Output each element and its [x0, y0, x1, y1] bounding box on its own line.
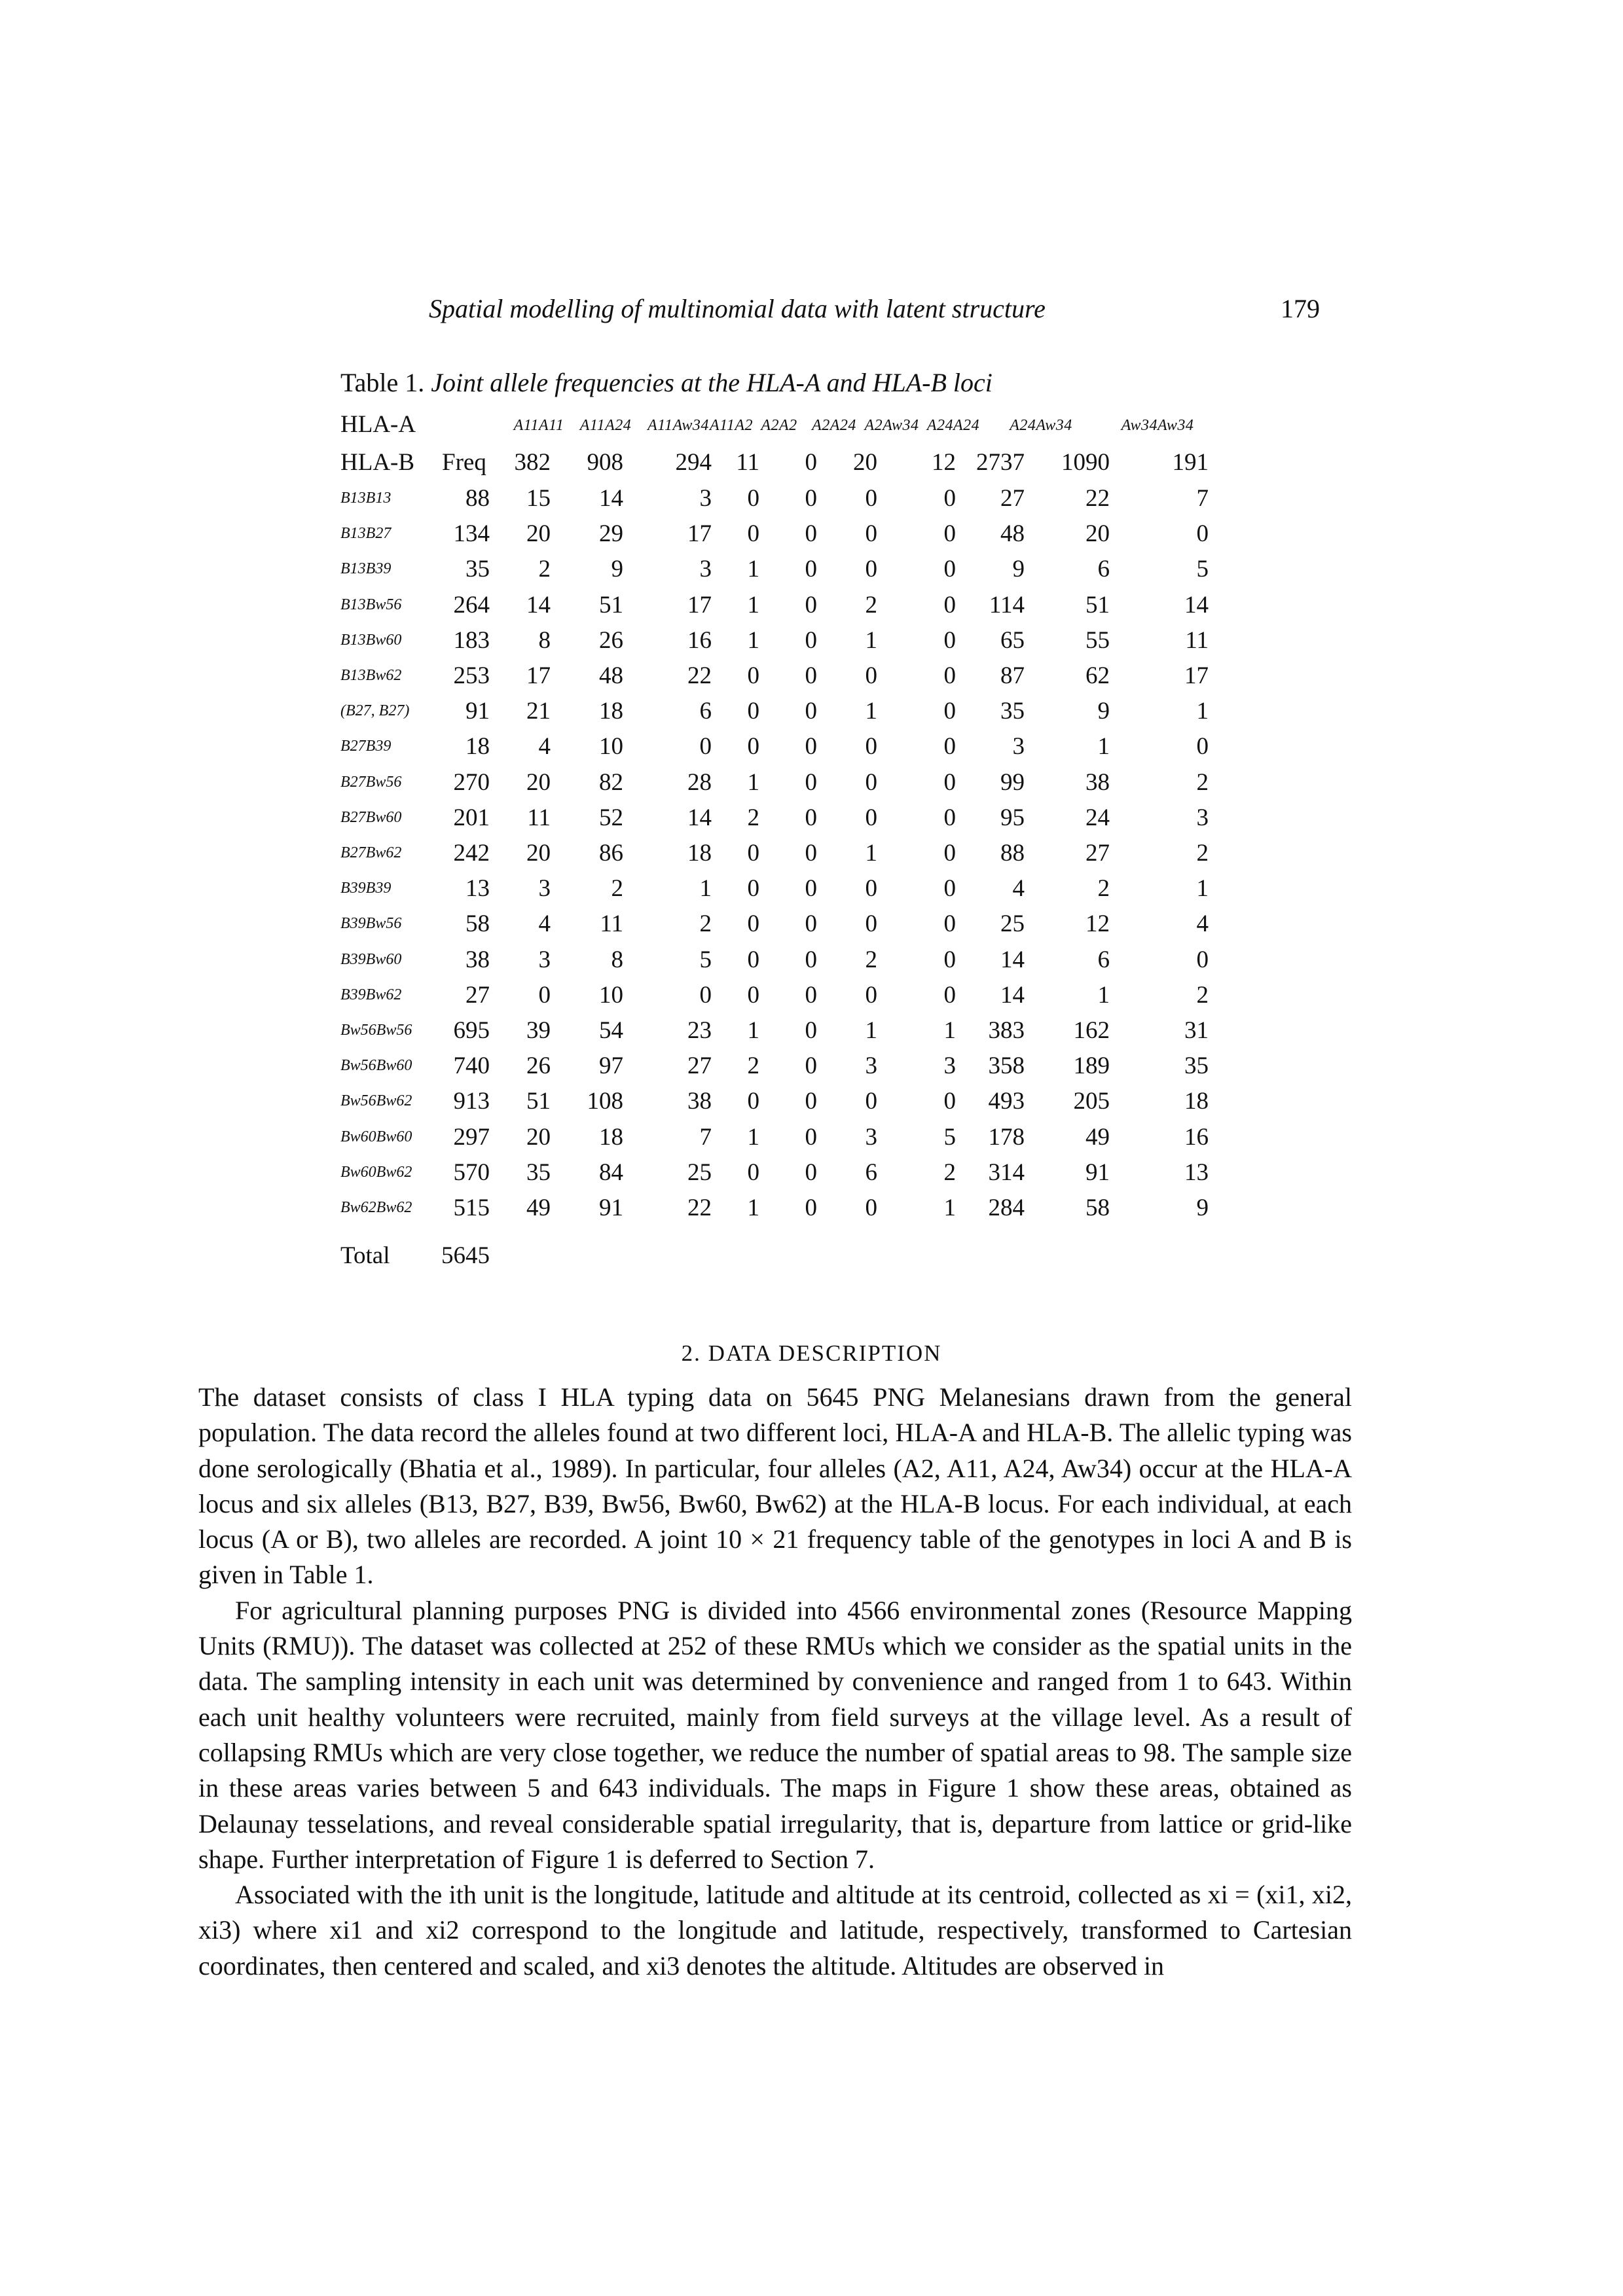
table-cell: 82	[599, 768, 623, 796]
table-cell: 17	[526, 662, 551, 689]
column-header: A11Aw34	[647, 417, 709, 434]
table-cell: 38	[687, 1088, 712, 1115]
table-cell: 0	[943, 981, 956, 1009]
table-cell: 4	[1196, 910, 1209, 938]
table-cell: 7	[1196, 485, 1209, 512]
row-label: B39Bw62	[340, 986, 402, 1003]
table-cell: 0	[1196, 520, 1209, 548]
row-label: (B27, B27)	[340, 702, 410, 720]
freq-header: Freq	[442, 449, 486, 476]
row-label: B27B39	[340, 738, 392, 755]
hla-a-label: HLA-A	[340, 411, 416, 438]
table-cell: 0	[805, 1052, 817, 1080]
table-cell: 108	[587, 1088, 623, 1115]
table-cell: 51	[599, 591, 623, 619]
row-freq-cell: 27	[465, 981, 490, 1009]
table-cell: 358	[988, 1052, 1025, 1080]
table-cell: 12	[1085, 910, 1110, 938]
table-cell: 54	[599, 1017, 623, 1044]
table-cell: 0	[865, 485, 877, 512]
row-freq-cell: 253	[453, 662, 490, 689]
row-label: Bw62Bw62	[340, 1199, 412, 1216]
table-cell: 6	[699, 698, 712, 725]
row-freq-cell: 297	[453, 1123, 490, 1151]
table-cell: 0	[943, 698, 956, 725]
table-cell: 0	[805, 626, 817, 654]
a-freq-cell: 1090	[1061, 449, 1110, 476]
table-cell: 0	[805, 1194, 817, 1221]
table-cell: 0	[747, 875, 759, 903]
table-cell: 3	[1196, 804, 1209, 831]
row-label: Bw56Bw60	[340, 1057, 412, 1075]
table-cell: 5	[1196, 556, 1209, 583]
table-cell: 0	[747, 1088, 759, 1115]
table-cell: 0	[865, 733, 877, 761]
table-cell: 31	[1184, 1017, 1209, 1044]
row-label: Bw60Bw60	[340, 1128, 412, 1145]
total-value: 5645	[441, 1242, 490, 1269]
table-cell: 0	[805, 946, 817, 973]
table-cell: 1	[1097, 733, 1110, 761]
table-cell: 8	[538, 626, 551, 654]
table-cell: 1	[943, 1017, 956, 1044]
table-cell: 2	[943, 1158, 956, 1186]
table-cell: 20	[1085, 520, 1110, 548]
table-cell: 51	[1085, 591, 1110, 619]
table-cell: 0	[747, 662, 759, 689]
table-cell: 0	[805, 520, 817, 548]
table-cell: 10	[599, 981, 623, 1009]
table-cell: 0	[943, 556, 956, 583]
table-cell: 3	[1012, 733, 1025, 761]
section-title: 2. DATA DESCRIPTION	[681, 1340, 942, 1366]
table-cell: 17	[1184, 662, 1209, 689]
row-label: B39Bw60	[340, 950, 402, 968]
table-cell: 35	[526, 1158, 551, 1186]
table-cell: 3	[538, 946, 551, 973]
table-cell: 20	[526, 768, 551, 796]
table-cell: 84	[599, 1158, 623, 1186]
table-cell: 189	[1073, 1052, 1110, 1080]
body-text	[198, 1380, 1352, 1984]
column-header: A2Aw34	[864, 417, 919, 434]
table-cell: 0	[747, 840, 759, 867]
table-cell: 1	[865, 840, 877, 867]
table-cell: 25	[687, 1158, 712, 1186]
table-cell: 0	[943, 662, 956, 689]
table-cell: 3	[699, 485, 712, 512]
a-freq-cell: 908	[587, 449, 623, 476]
table-cell: 14	[1000, 981, 1025, 1009]
row-freq-cell: 183	[453, 626, 490, 654]
table-cell: 22	[687, 1194, 712, 1221]
row-label: B13Bw62	[340, 667, 402, 684]
table-cell: 2	[611, 875, 623, 903]
table-cell: 0	[865, 556, 877, 583]
table-cell: 0	[805, 733, 817, 761]
table-cell: 0	[865, 804, 877, 831]
table-cell: 0	[805, 981, 817, 1009]
a-freq-cell: 294	[675, 449, 712, 476]
table-cell: 7	[699, 1123, 712, 1151]
row-label: B39B39	[340, 880, 392, 897]
table-caption	[340, 367, 993, 398]
column-header: A2A24	[812, 417, 856, 434]
row-label: B27Bw56	[340, 773, 402, 791]
row-label: B27Bw60	[340, 808, 402, 826]
row-freq-cell: 242	[453, 840, 490, 867]
table-cell: 13	[1184, 1158, 1209, 1186]
table-cell: 0	[865, 662, 877, 689]
table-cell: 5	[943, 1123, 956, 1151]
row-freq-cell: 695	[453, 1017, 490, 1044]
table-cell: 25	[1000, 910, 1025, 938]
table-cell: 0	[865, 981, 877, 1009]
table-cell: 0	[747, 733, 759, 761]
table-cell: 16	[687, 626, 712, 654]
column-header: A24Aw34	[1010, 417, 1072, 434]
table-cell: 20	[526, 1123, 551, 1151]
table-cell: 0	[747, 910, 759, 938]
a-freq-cell: 20	[853, 449, 877, 476]
a-freq-cell: 11	[736, 449, 759, 476]
table-cell: 1	[865, 1017, 877, 1044]
table-cell: 21	[526, 698, 551, 725]
table-cell: 178	[988, 1123, 1025, 1151]
table-cell: 26	[599, 626, 623, 654]
table-cell: 0	[747, 1158, 759, 1186]
table-cell: 0	[865, 520, 877, 548]
table-cell: 58	[1085, 1194, 1110, 1221]
table-cell: 0	[805, 662, 817, 689]
table-cell: 14	[1184, 591, 1209, 619]
table-cell: 0	[865, 1194, 877, 1221]
table-cell: 0	[805, 1088, 817, 1115]
table-cell: 0	[943, 768, 956, 796]
table-cell: 97	[599, 1052, 623, 1080]
table-cell: 114	[989, 591, 1025, 619]
a-freq-cell: 2737	[976, 449, 1025, 476]
table-cell: 18	[599, 1123, 623, 1151]
row-freq-cell: 515	[453, 1194, 490, 1221]
table-cell: 8	[611, 946, 623, 973]
table-cell: 0	[943, 485, 956, 512]
table-cell: 0	[865, 1088, 877, 1115]
table-cell: 9	[1012, 556, 1025, 583]
table-cell: 4	[1012, 875, 1025, 903]
table-cell: 86	[599, 840, 623, 867]
table-cell: 49	[526, 1194, 551, 1221]
row-label: B13B27	[340, 525, 392, 543]
table-cell: 2	[747, 1052, 759, 1080]
row-label: Bw60Bw62	[340, 1163, 412, 1181]
table-cell: 0	[747, 485, 759, 512]
table-cell: 1	[747, 768, 759, 796]
table-cell: 35	[1000, 698, 1025, 725]
table-cell: 16	[1184, 1123, 1209, 1151]
row-label: B13B13	[340, 490, 392, 507]
table-cell: 0	[747, 981, 759, 1009]
table-cell: 5	[699, 946, 712, 973]
table-cell: 0	[805, 698, 817, 725]
row-label: B13Bw60	[340, 631, 402, 649]
table-cell: 0	[805, 804, 817, 831]
table-cell: 1	[747, 1194, 759, 1221]
table-cell: 48	[1000, 520, 1025, 548]
table-cell: 3	[865, 1123, 877, 1151]
row-freq-cell: 740	[453, 1052, 490, 1080]
a-freq-cell: 12	[932, 449, 956, 476]
paragraph: The dataset consists of class I HLA typing data on 5645 PNG Melanesians drawn from the general population. The data record the alleles found at two different loci, HLA-A and HLA-B. The allelic typing was done serologically (Bhatia et al., 1989). In particular, four alleles (A2, A11, A24, Aw34) occur at the HLA-A locus and six alleles (B13, B27, B39, Bw56, Bw60, Bw62) at the HLA-B locus. For each individual, at each locus (A or B), two alleles are recorded. A joint 10 × 21 frequency table of the genotypes in loci A and B is given in Table 1.	[198, 1382, 1352, 1590]
table-cell: 24	[1085, 804, 1110, 831]
table-cell: 3	[538, 875, 551, 903]
table-cell: 23	[687, 1017, 712, 1044]
table-cell: 0	[699, 733, 712, 761]
table-cell: 1	[747, 591, 759, 619]
table-cell: 9	[1196, 1194, 1209, 1221]
row-freq-cell: 88	[465, 485, 490, 512]
hla-b-label: HLA-B	[340, 449, 415, 476]
table-cell: 0	[747, 520, 759, 548]
table-cell: 18	[1184, 1088, 1209, 1115]
table-cell: 14	[599, 485, 623, 512]
table-cell: 205	[1073, 1088, 1110, 1115]
table-cell: 0	[943, 626, 956, 654]
table-cell: 2	[865, 591, 877, 619]
table-cell: 29	[599, 520, 623, 548]
row-freq-cell: 58	[465, 910, 490, 938]
table-cell: 0	[805, 840, 817, 867]
table-cell: 9	[611, 556, 623, 583]
column-header: A11A24	[579, 417, 632, 434]
paragraph: For agricultural planning purposes PNG is divided into 4566 environmental zones (Resource Mapping Units (RMU)). The dataset was collected at 252 of these RMUs which we consider as the spatial units in the data. The sampling intensity in each unit was determined by convenience and ranged from 1 to 643. Within each unit healthy volunteers were recruited, mainly from field surveys at the village level. As a result of collapsing RMUs which are very close together, we reduce the number of spatial areas to 98. The sample size in these areas varies between 5 and 643 individuals. The maps in Figure 1 show these areas, obtained as Delaunay tesselations, and reveal considerable spatial irregularity, that is, departure from lattice or grid-like shape. Further interpretation of Figure 1 is deferred to Section 7.	[198, 1595, 1352, 1874]
row-freq-cell: 18	[465, 733, 490, 761]
page-number: 179	[1281, 294, 1320, 323]
table-cell: 38	[1085, 768, 1110, 796]
table-cell: 0	[943, 1088, 956, 1115]
table-cell: 14	[687, 804, 712, 831]
table-cell: 4	[538, 733, 551, 761]
row-label: B13Bw56	[340, 596, 402, 613]
row-freq-cell: 270	[453, 768, 490, 796]
table-cell: 0	[865, 768, 877, 796]
row-freq-cell: 913	[453, 1088, 490, 1115]
table-cell: 0	[943, 591, 956, 619]
table-cell: 48	[599, 662, 623, 689]
row-label: B13B39	[340, 560, 392, 578]
table-cell: 11	[1185, 626, 1209, 654]
paragraph: Associated with the ith unit is the longitude, latitude and altitude at its centroid, collected as xi = (xi1, xi2, xi3) where xi1 and xi2 correspond to the longitude and latitude, respectively, transformed to Cartesian coordinates, then centered and scaled, and xi3 denotes the altitude. Altitudes are observed in	[198, 1880, 1352, 1981]
row-freq-cell: 38	[465, 946, 490, 973]
table-cell: 35	[1184, 1052, 1209, 1080]
table-cell: 0	[1196, 733, 1209, 761]
table-cell: 52	[599, 804, 623, 831]
table-cell: 17	[687, 591, 712, 619]
row-freq-cell: 570	[453, 1158, 490, 1186]
table-cell: 10	[599, 733, 623, 761]
table-cell: 62	[1085, 662, 1110, 689]
table-cell: 0	[747, 946, 759, 973]
table-cell: 22	[687, 662, 712, 689]
table-cell: 11	[527, 804, 551, 831]
row-label: Bw56Bw62	[340, 1092, 412, 1110]
table-cell: 2	[538, 556, 551, 583]
table-cell: 14	[1000, 946, 1025, 973]
row-freq-cell: 201	[453, 804, 490, 831]
table-cell: 0	[805, 591, 817, 619]
table-cell: 1	[1196, 698, 1209, 725]
table-cell: 383	[988, 1017, 1025, 1044]
table-cell: 2	[699, 910, 712, 938]
table-cell: 0	[805, 485, 817, 512]
row-freq-cell: 35	[465, 556, 490, 583]
a-freq-cell: 191	[1172, 449, 1209, 476]
table-cell: 0	[943, 733, 956, 761]
table-cell: 0	[943, 875, 956, 903]
table-cell: 2	[1196, 840, 1209, 867]
table-cell: 87	[1000, 662, 1025, 689]
table-caption-prefix: Table 1.	[340, 368, 425, 397]
table-cell: 2	[865, 946, 877, 973]
table-cell: 0	[805, 1017, 817, 1044]
table-cell: 2	[1196, 768, 1209, 796]
table-cell: 9	[1097, 698, 1110, 725]
table-cell: 493	[988, 1088, 1025, 1115]
column-header: A11A11	[513, 417, 564, 434]
row-freq-cell: 91	[465, 698, 490, 725]
table-cell: 88	[1000, 840, 1025, 867]
table-cell: 0	[805, 875, 817, 903]
table-cell: 4	[538, 910, 551, 938]
table-cell: 22	[1085, 485, 1110, 512]
table-cell: 26	[526, 1052, 551, 1080]
table-cell: 0	[943, 840, 956, 867]
table-cell: 0	[943, 910, 956, 938]
table-cell: 17	[687, 520, 712, 548]
table-cell: 18	[687, 840, 712, 867]
table-cell: 51	[526, 1088, 551, 1115]
table-cell: 1	[1196, 875, 1209, 903]
table-cell: 0	[1196, 946, 1209, 973]
table-cell: 0	[805, 1158, 817, 1186]
table-cell: 1	[747, 556, 759, 583]
table-cell: 91	[1085, 1158, 1110, 1186]
table-cell: 1	[747, 626, 759, 654]
table-cell: 0	[943, 804, 956, 831]
table-cell: 2	[1196, 981, 1209, 1009]
table-cell: 55	[1085, 626, 1110, 654]
table-cell: 27	[1000, 485, 1025, 512]
table-cell: 314	[988, 1158, 1025, 1186]
table-cell: 49	[1085, 1123, 1110, 1151]
table-cell: 0	[805, 768, 817, 796]
table-cell: 39	[526, 1017, 551, 1044]
table-cell: 3	[943, 1052, 956, 1080]
row-freq-cell: 13	[465, 875, 490, 903]
table-cell: 18	[599, 698, 623, 725]
table-cell: 1	[699, 875, 712, 903]
column-header: A11A2	[709, 417, 754, 434]
table-cell: 1	[865, 626, 877, 654]
row-label: B39Bw56	[340, 915, 402, 933]
row-label: B27Bw62	[340, 844, 402, 861]
running-title: Spatial modelling of multinomial data with latent structure	[429, 294, 1046, 323]
table-cell: 6	[1097, 556, 1110, 583]
table-cell: 15	[526, 485, 551, 512]
table-cell: 0	[865, 875, 877, 903]
table-cell: 20	[526, 840, 551, 867]
table-cell: 2	[747, 804, 759, 831]
table-cell: 1	[865, 698, 877, 725]
table-cell: 27	[687, 1052, 712, 1080]
table-cell: 0	[805, 556, 817, 583]
table-cell: 65	[1000, 626, 1025, 654]
column-header: A24A24	[926, 417, 980, 434]
table-cell: 95	[1000, 804, 1025, 831]
table-cell: 0	[699, 981, 712, 1009]
table-cell: 99	[1000, 768, 1025, 796]
a-freq-cell: 382	[514, 449, 551, 476]
table-cell: 3	[699, 556, 712, 583]
table-cell: 28	[687, 768, 712, 796]
table-cell: 284	[988, 1194, 1025, 1221]
table-cell: 3	[865, 1052, 877, 1080]
table-cell: 1	[747, 1123, 759, 1151]
table-cell: 1	[747, 1017, 759, 1044]
row-freq-cell: 264	[453, 591, 490, 619]
table-cell: 0	[538, 981, 551, 1009]
column-header: Aw34Aw34	[1121, 417, 1194, 434]
table-cell: 0	[805, 1123, 817, 1151]
a-freq-cell: 0	[805, 449, 817, 476]
table-cell: 0	[805, 910, 817, 938]
table-cell: 1	[943, 1194, 956, 1221]
column-header: A2A2	[761, 417, 797, 434]
table-cell: 6	[865, 1158, 877, 1186]
row-label: Bw56Bw56	[340, 1022, 412, 1039]
table-cell: 0	[943, 520, 956, 548]
table-cell: 0	[747, 698, 759, 725]
table-caption-text: Joint allele frequencies at the HLA-A and HLA-B loci	[431, 368, 993, 397]
row-freq-cell: 134	[453, 520, 490, 548]
table-cell: 0	[865, 910, 877, 938]
table-cell: 1	[1097, 981, 1110, 1009]
table-cell: 14	[526, 591, 551, 619]
table-cell: 6	[1097, 946, 1110, 973]
table-cell: 162	[1073, 1017, 1110, 1044]
total-label: Total	[340, 1242, 390, 1269]
table-cell: 11	[600, 910, 623, 938]
table-cell: 20	[526, 520, 551, 548]
table-cell: 0	[943, 946, 956, 973]
table-cell: 27	[1085, 840, 1110, 867]
table-cell: 91	[599, 1194, 623, 1221]
table-cell: 2	[1097, 875, 1110, 903]
